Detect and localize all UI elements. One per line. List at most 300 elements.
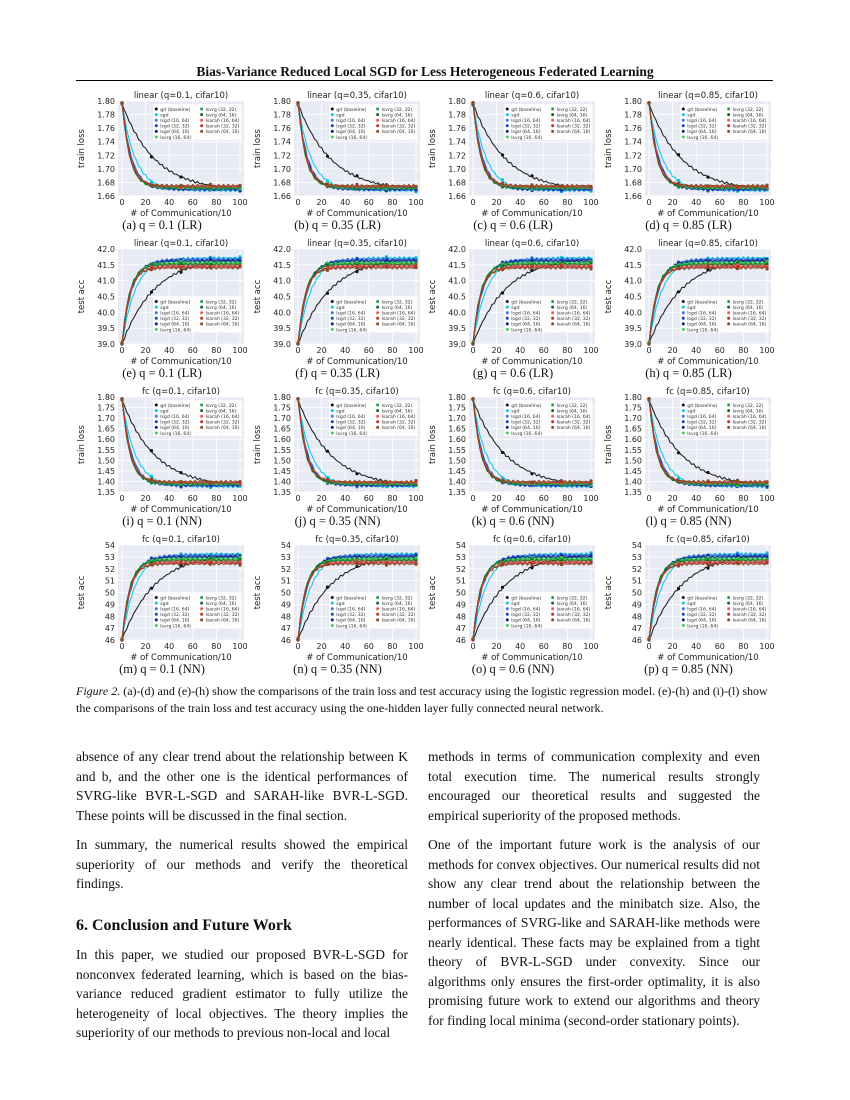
series-marker [179,471,182,474]
legend-marker [200,113,203,116]
chart-d [603,90,775,218]
legend-marker [727,613,730,616]
legend-marker [506,432,509,435]
legend-label: lsgd (16, 64) [335,607,365,613]
series-marker [325,586,328,589]
right-column [428,747,760,1040]
x-tick-label: 0 [470,346,476,355]
chart-panel-j [252,386,424,526]
y-tick-label: 39.5 [623,324,642,334]
series-marker [325,269,328,272]
series-marker [150,587,153,590]
series-marker [765,267,768,270]
x-tick-label: 40 [339,198,350,207]
series-marker [325,563,328,566]
legend-label: gd (baseline) [686,596,717,602]
series-marker [765,184,768,187]
legend-marker [155,596,158,599]
legend-label: lsgd (16, 64) [686,311,716,317]
y-tick-label: 1.76 [623,124,642,134]
legend-label: sgd [335,305,345,311]
y-tick-label: 1.65 [448,424,466,434]
x-tick-label: 100 [758,642,775,651]
series-marker [325,478,328,481]
y-tick-label: 53 [104,552,115,562]
legend-label: lsgd (32, 32) [335,420,365,426]
running-header: Bias-Variance Reduced Local SGD for Less Heterogeneous Federated Learning [196,64,654,79]
y-tick-label: 51 [455,576,466,586]
y-tick-label: 41.0 [623,276,642,286]
legend-marker [376,404,379,407]
series-marker [355,562,358,565]
legend-label: lsgd (64, 16) [686,618,716,624]
x-tick-label: 60 [363,494,374,503]
y-tick-label: 39.5 [97,324,115,334]
y-tick-label: 52 [104,564,115,574]
legend-label: lsvrg (64, 16) [556,601,588,607]
legend-label: lsarah (16, 64) [556,607,591,613]
y-tick-label: 46 [104,636,115,645]
x-tick-label: 80 [386,346,397,355]
legend-marker [506,328,509,331]
x-tick-label: 40 [515,642,526,651]
y-tick-label: 1.72 [623,151,642,161]
chart-g [427,238,599,366]
legend-label: gd (baseline) [335,107,366,113]
legend-label: lsgd (64, 16) [335,426,365,432]
chart-e [76,238,248,366]
series-marker [647,342,650,345]
legend-marker [727,322,730,325]
x-axis-label: # of Communication/10 [481,653,583,662]
panel-caption-g: (g) q = 0.6 (LR) [472,366,554,380]
chart-l [603,386,775,514]
legend-marker [330,613,333,616]
x-tick-label: 60 [714,642,725,651]
series-marker [355,270,358,273]
legend-label: lsarah (32, 32) [381,317,415,323]
x-tick-label: 100 [583,346,599,355]
x-axis-label: # of Communication/10 [481,505,583,514]
legend-marker [551,119,554,122]
series-marker [384,564,387,567]
y-tick-label: 1.50 [623,456,642,466]
y-tick-label: 1.60 [272,435,291,445]
y-tick-label: 47 [455,624,466,634]
legend-marker [681,113,684,116]
x-tick-label: 60 [538,494,549,503]
legend-marker [681,311,684,314]
legend-marker [506,108,509,111]
series-marker [355,174,358,177]
legend-label: lsarah (64, 16) [732,322,766,328]
series-marker [530,566,533,569]
legend-marker [727,618,730,621]
chart-panel-m [76,534,248,674]
series-marker [706,266,709,269]
y-tick-label: 1.50 [97,456,115,466]
legend-marker [200,607,203,610]
legend-label: lsgd (16, 64) [160,119,190,124]
legend-marker [551,607,554,610]
legend-marker [681,328,684,331]
legend-label: sgd [511,113,520,119]
x-tick-label: 80 [737,346,748,355]
x-tick-label: 60 [187,494,198,503]
chart-title: fc (q=0.6, cifar10) [493,535,571,545]
series-marker [150,475,153,478]
series-marker [179,184,182,187]
legend-label: lsvrg (32, 32) [205,596,237,602]
legend-label: lsarah (64, 16) [732,618,766,624]
chart-panel-l [603,386,775,526]
legend-label: lsarah (32, 32) [381,420,415,426]
series-marker [150,184,153,187]
panel-caption-j: (j) q = 0.35 (NN) [294,514,381,528]
legend-label: sgd [511,601,520,607]
legend-marker [506,317,509,320]
x-tick-label: 0 [470,494,476,503]
legend-marker [155,624,158,627]
chart-title: linear (q=0.35, cifar10) [306,91,407,101]
legend-marker [376,420,379,423]
legend-marker [681,618,684,621]
x-tick-label: 0 [119,198,125,207]
legend-marker [727,415,730,418]
x-axis-label: # of Communication/10 [656,653,759,662]
x-tick-label: 20 [316,198,327,207]
legend-marker [727,130,730,133]
legend-label: sgd [335,601,345,607]
y-tick-label: 1.50 [448,456,466,466]
series-marker [355,472,358,475]
legend-marker [681,613,684,616]
series-marker [765,561,768,564]
legend-marker [330,602,333,605]
y-tick-label: 48 [631,612,642,622]
legend-marker [681,322,684,325]
legend-label: lsarah (64, 16) [381,618,415,624]
y-tick-label: 53 [631,552,642,562]
legend-marker [155,607,158,610]
y-axis-label: train loss [77,129,87,168]
y-tick-label: 1.60 [97,435,115,445]
x-tick-label: 80 [386,494,397,503]
x-tick-label: 60 [538,198,549,207]
figure-caption [76,683,773,717]
legend-marker [506,613,509,616]
y-tick-label: 49 [631,600,642,610]
y-tick-label: 1.65 [272,424,291,434]
legend-marker [506,420,509,423]
y-tick-label: 41.0 [97,276,115,286]
y-tick-label: 1.70 [272,414,291,424]
x-tick-label: 100 [407,494,424,503]
series-marker [150,449,153,452]
legend-label: sgd [160,409,169,415]
legend-label: lsarah (64, 16) [205,322,240,328]
x-tick-label: 0 [119,642,125,651]
y-axis-label: test acc [252,575,263,610]
chart-n [252,534,424,662]
legend-marker [155,432,158,435]
legend-label: lsgd (32, 32) [686,613,716,619]
y-tick-label: 48 [455,612,466,622]
legend-label: lsarah (16, 64) [381,311,415,317]
y-tick-label: 51 [280,576,291,586]
legend-label: sgd [686,113,696,119]
x-tick-label: 40 [339,494,350,503]
chart-title: fc (q=0.1, cifar10) [142,535,220,545]
legend-marker [506,119,509,122]
legend-label: lsarah (16, 64) [732,119,766,124]
legend-label: lsvrg (64, 16) [556,113,588,119]
x-tick-label: 60 [363,642,374,651]
legend-marker [376,607,379,610]
legend-label: lsvrg (32, 32) [732,300,763,306]
y-tick-label: 1.76 [272,124,291,134]
y-axis-label: train loss [77,425,87,464]
legend-marker [506,136,509,139]
series-marker [706,185,709,188]
y-tick-label: 1.78 [97,110,115,120]
x-tick-label: 20 [667,346,678,355]
legend-label: lsvrg (64, 16) [556,305,588,311]
x-tick-label: 100 [583,642,599,651]
legend-marker [551,300,554,303]
legend-marker [155,415,158,418]
legend-label: lsarah (32, 32) [381,124,415,130]
chart-title: linear (q=0.35, cifar10) [306,239,407,249]
legend-label: lsvrg (16, 64) [335,328,367,334]
legend-label: lsvrg (32, 32) [381,300,412,306]
legend-label: lsarah (32, 32) [205,613,240,619]
legend-marker [330,306,333,309]
legend-marker [727,426,730,429]
legend-label: sgd [160,305,169,311]
legend-label: lsvrg (64, 16) [732,113,763,119]
series-marker [179,271,182,274]
chart-k [427,386,599,514]
x-tick-label: 0 [119,346,125,355]
chart-c [427,90,599,218]
y-tick-label: 1.40 [448,477,466,487]
y-tick-label: 1.76 [448,124,466,134]
x-tick-label: 80 [211,198,222,207]
x-tick-label: 100 [407,198,424,207]
x-tick-label: 80 [737,494,748,503]
y-tick-label: 1.40 [97,477,115,487]
legend-marker [376,113,379,116]
x-tick-label: 20 [140,198,151,207]
series-marker [179,480,182,483]
chart-panel-i [76,386,248,526]
series-marker [325,155,328,158]
series-marker [501,480,504,483]
y-tick-label: 50 [455,588,466,598]
y-tick-label: 39.0 [448,340,466,349]
series-marker [735,185,738,188]
panel-caption-p: (p) q = 0.85 (NN) [644,662,733,676]
legend-marker [376,322,379,325]
x-tick-label: 60 [187,198,198,207]
y-tick-label: 41.0 [448,276,466,286]
series-marker [589,562,592,565]
legend-label: lsgd (64, 16) [686,322,716,328]
legend-label: lsgd (16, 64) [511,311,541,317]
y-axis-label: train loss [603,129,614,168]
legend-label: lsvrg (32, 32) [556,596,588,602]
legend-marker [727,409,730,412]
legend-label: lsvrg (16, 64) [686,624,718,630]
series-marker [296,101,299,104]
legend-label: lsarah (64, 16) [205,130,240,136]
y-tick-label: 1.70 [97,414,115,424]
legend-label: lsgd (16, 64) [160,607,190,613]
y-tick-label: 1.35 [623,488,642,497]
legend-label: lsgd (16, 64) [335,119,365,124]
series-marker [355,481,358,484]
series-marker [676,451,679,454]
legend-label: lsarah (16, 64) [732,415,766,420]
series-marker [238,265,241,268]
x-axis-label: # of Communication/10 [481,357,583,366]
legend-label: lsgd (16, 64) [686,119,716,124]
y-tick-label: 48 [104,612,115,622]
x-tick-label: 100 [232,494,248,503]
legend-marker [551,317,554,320]
y-tick-label: 52 [631,564,642,574]
series-marker [296,638,299,641]
legend-label: lsvrg (64, 16) [732,305,763,311]
x-tick-label: 40 [164,346,175,355]
chart-panel-g [427,238,599,378]
series-marker [150,477,153,480]
y-tick-label: 1.80 [272,97,291,106]
legend-marker [551,420,554,423]
series-marker [501,451,504,454]
panel-caption-a: (a) q = 0.1 (LR) [122,218,202,232]
y-tick-label: 51 [631,576,642,586]
panel-caption-b: (b) q = 0.35 (LR) [294,218,381,232]
legend-label: gd (baseline) [686,300,717,306]
y-tick-label: 1.78 [623,110,642,120]
legend-marker [330,119,333,122]
legend-marker [727,124,730,127]
chart-panel-b [252,90,424,230]
chart-panel-o [427,534,599,674]
y-tick-label: 40.0 [623,308,642,318]
y-tick-label: 41.5 [272,260,291,270]
legend-marker [155,306,158,309]
series-marker [414,563,417,566]
y-axis-label: train loss [252,425,263,464]
legend-label: lsgd (64, 16) [160,618,190,624]
legend-marker [155,602,158,605]
y-tick-label: 54 [280,541,291,550]
y-tick-label: 1.75 [623,403,642,413]
y-tick-label: 41.0 [272,276,291,286]
y-tick-label: 1.55 [97,445,115,455]
legend-label: sgd [511,409,520,415]
series-marker [501,153,504,156]
series-marker [589,185,592,188]
y-tick-label: 49 [104,600,115,610]
legend-marker [376,306,379,309]
y-tick-label: 1.78 [448,110,466,120]
series-marker [735,267,738,270]
x-tick-label: 80 [562,346,573,355]
legend-label: gd (baseline) [160,300,191,306]
y-tick-label: 1.70 [623,164,642,174]
legend-marker [727,306,730,309]
legend-marker [681,119,684,122]
y-tick-label: 1.35 [448,488,466,497]
legend-label: lsvrg (16, 64) [160,135,192,141]
legend-label: lsvrg (32, 32) [205,300,237,306]
y-tick-label: 1.45 [623,466,642,476]
series-marker [325,450,328,453]
legend-label: lsarah (32, 32) [556,124,591,130]
legend-label: lsvrg (16, 64) [160,328,192,334]
x-tick-label: 0 [645,494,652,503]
y-tick-label: 50 [104,588,115,598]
series-marker [179,175,182,178]
series-marker [150,155,153,158]
legend-label: lsgd (32, 32) [686,420,716,426]
y-axis-label: test acc [77,575,87,610]
chart-j [252,386,424,514]
legend-marker [330,404,333,407]
y-tick-label: 1.70 [623,414,642,424]
legend-marker [681,409,684,412]
legend-label: lsarah (64, 16) [732,426,766,432]
x-tick-label: 80 [386,642,397,651]
y-tick-label: 1.70 [448,414,466,424]
y-tick-label: 42.0 [623,245,642,254]
chart-panel-c [427,90,599,230]
legend-marker [200,415,203,418]
series-marker [676,182,679,185]
y-tick-label: 47 [104,624,115,634]
legend-label: lsarah (16, 64) [732,311,766,317]
legend-label: lsgd (64, 16) [511,322,541,328]
y-axis-label: train loss [603,425,614,464]
legend-marker [506,130,509,133]
x-tick-label: 0 [470,642,476,651]
left-paragraph-1: absence of any clear trend about the relationship between K and b, and the other one is the identical performances of SVRG-like BVR-L-SGD and SARAH-like BVR-L-SGD. These points will be discussed in the final section. [76,749,408,823]
y-axis-label: train loss [428,129,438,168]
legend-marker [376,426,379,429]
legend-label: lsvrg (16, 64) [686,135,718,141]
series-marker [471,101,474,104]
chart-i [76,386,248,514]
legend-marker [506,624,509,627]
legend-marker [551,306,554,309]
legend-label: lsarah (64, 16) [556,426,591,432]
legend-marker [376,119,379,122]
panel-caption-c: (c) q = 0.6 (LR) [473,218,553,232]
legend-label: lsvrg (32, 32) [381,403,412,409]
x-axis-label: # of Communication/10 [305,209,408,218]
x-tick-label: 60 [714,494,725,503]
legend-label: gd (baseline) [511,403,542,409]
legend-marker [506,311,509,314]
legend-label: lsgd (16, 64) [511,607,541,613]
legend-marker [681,602,684,605]
legend-label: lsgd (64, 16) [335,618,365,624]
chart-panel-p [603,534,775,674]
